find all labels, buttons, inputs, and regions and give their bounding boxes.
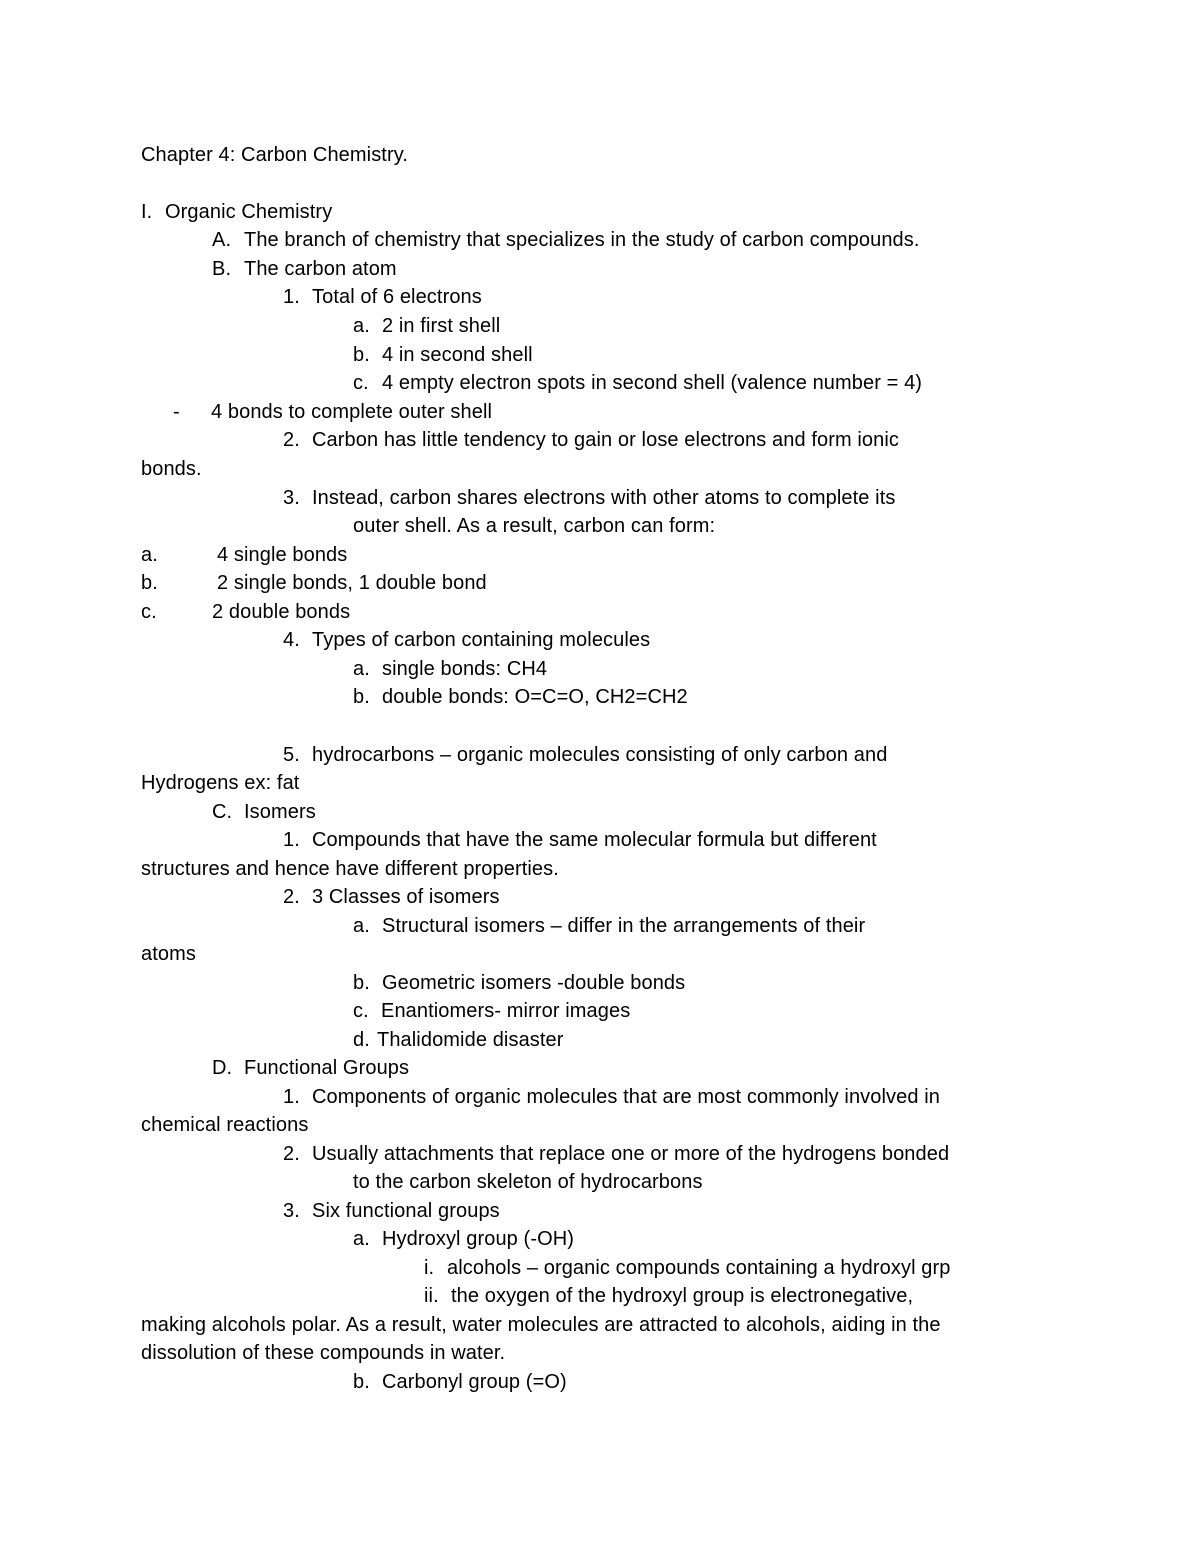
outline-line: - 4 bonds to complete outer shell: [173, 401, 493, 423]
outline-line: b. double bonds: O=C=O, CH2=CH2: [353, 686, 688, 708]
outline-line: I. Organic Chemistry: [141, 201, 333, 223]
outline-line: D. Functional Groups: [212, 1057, 410, 1079]
outline-line: ii. the oxygen of the hydroxyl group is electronegative,: [424, 1285, 914, 1307]
outline-line: 2. 3 Classes of isomers: [283, 886, 500, 908]
outline-line: 1. Compounds that have the same molecular formula but different: [283, 829, 877, 851]
outline-line: d. Thalidomide disaster: [353, 1029, 564, 1051]
outline-line: outer shell. As a result, carbon can form:: [353, 515, 716, 537]
outline-line: 3. Instead, carbon shares electrons with other atoms to complete its: [283, 487, 896, 509]
outline-line: i. alcohols – organic compounds containing a hydroxyl grp: [424, 1257, 951, 1279]
outline-line: atoms: [141, 943, 196, 965]
outline-line: a. single bonds: CH4: [353, 658, 548, 680]
outline-line: b. 4 in second shell: [353, 344, 533, 366]
outline-line: B. The carbon atom: [212, 258, 397, 280]
outline-line: 3. Six functional groups: [283, 1200, 500, 1222]
outline-line: c. 4 empty electron spots in second shell (valence number = 4): [353, 372, 923, 394]
outline-line: 1. Total of 6 electrons: [283, 286, 482, 308]
outline-line: 2. Carbon has little tendency to gain or lose electrons and form ionic: [283, 429, 900, 451]
outline-line: a. 4 single bonds: [141, 544, 348, 566]
outline-line: c. Enantiomers- mirror images: [353, 1000, 631, 1022]
outline-line: Hydrogens ex: fat: [141, 772, 300, 794]
outline-line: A. The branch of chemistry that specializes in the study of carbon compounds.: [212, 229, 920, 251]
outline-line: b. 2 single bonds, 1 double bond: [141, 572, 487, 594]
outline-line: structures and hence have different properties.: [141, 858, 559, 880]
outline-line: to the carbon skeleton of hydrocarbons: [353, 1171, 703, 1193]
outline-line: chemical reactions: [141, 1114, 309, 1136]
outline-line: making alcohols polar. As a result, water molecules are attracted to alcohols, aiding in the: [141, 1314, 941, 1336]
outline-line: 1. Components of organic molecules that are most commonly involved in: [283, 1086, 941, 1108]
outline-line: 2. Usually attachments that replace one or more of the hydrogens bonded: [283, 1143, 950, 1165]
document-title: Chapter 4: Carbon Chemistry.: [141, 144, 408, 166]
outline-line: a. Structural isomers – differ in the arrangements of their: [353, 915, 866, 937]
outline-line: 5. hydrocarbons – organic molecules consisting of only carbon and: [283, 744, 888, 766]
outline-line: a. Hydroxyl group (-OH): [353, 1228, 575, 1250]
outline-line: b. Carbonyl group (=O): [353, 1371, 567, 1393]
outline-line: bonds.: [141, 458, 202, 480]
outline-line: c. 2 double bonds: [141, 601, 351, 623]
outline-line: a. 2 in first shell: [353, 315, 501, 337]
outline-line: b. Geometric isomers -double bonds: [353, 972, 686, 994]
outline-line: C. Isomers: [212, 801, 316, 823]
outline-line: dissolution of these compounds in water.: [141, 1342, 506, 1364]
outline-line: 4. Types of carbon containing molecules: [283, 629, 651, 651]
